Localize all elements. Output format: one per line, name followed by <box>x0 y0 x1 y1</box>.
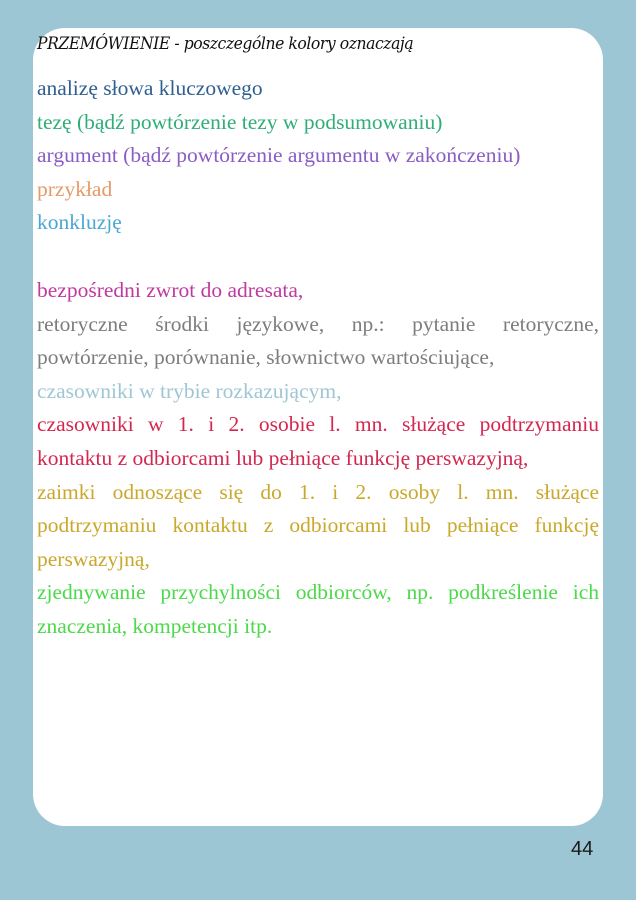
legend-thesis: tezę (bądź powtórzenie tezy w podsumowaniu) <box>37 109 443 134</box>
legend-example: przykład <box>37 176 113 201</box>
feature-plural-pronouns: zaimki odnoszące się do 1. i 2. osoby l. mn. służące podtrzymaniu kontaktu z odbiorcami lub pełniące funkcję perswazyjną, <box>37 479 599 571</box>
feature-audience-goodwill: zjednywanie przychylności odbiorców, np. podkreślenie ich znaczenia, kompetencji itp. <box>37 580 599 638</box>
page-title: PRZEMÓWIENIE - poszczególne kolory oznaczają <box>37 34 414 54</box>
legend-keyword-analysis: analizę słowa kluczowego <box>37 76 263 100</box>
legend-argument: argument (bądź powtórzenie argumentu w zakończeniu) <box>37 143 521 168</box>
feature-plural-verbs: czasowniki w 1. i 2. osobie l. mn. służące podtrzymaniu kontaktu z odbiorcami lub pełniące funkcję perswazyjną, <box>37 412 599 470</box>
color-legend <box>37 72 599 644</box>
feature-rhetorical-devices: retoryczne środki językowe, np.: pytanie retoryczne, powtórzenie, porównanie, słownictwo wartościujące, <box>37 311 599 370</box>
legend-conclusion: konkluzję <box>37 210 122 235</box>
spacer <box>37 240 599 274</box>
feature-direct-address: bezpośredni zwrot do adresata, <box>37 277 304 302</box>
feature-imperative-verbs: czasowniki w trybie rozkazującym, <box>37 378 342 403</box>
page-number: 44 <box>571 838 594 860</box>
